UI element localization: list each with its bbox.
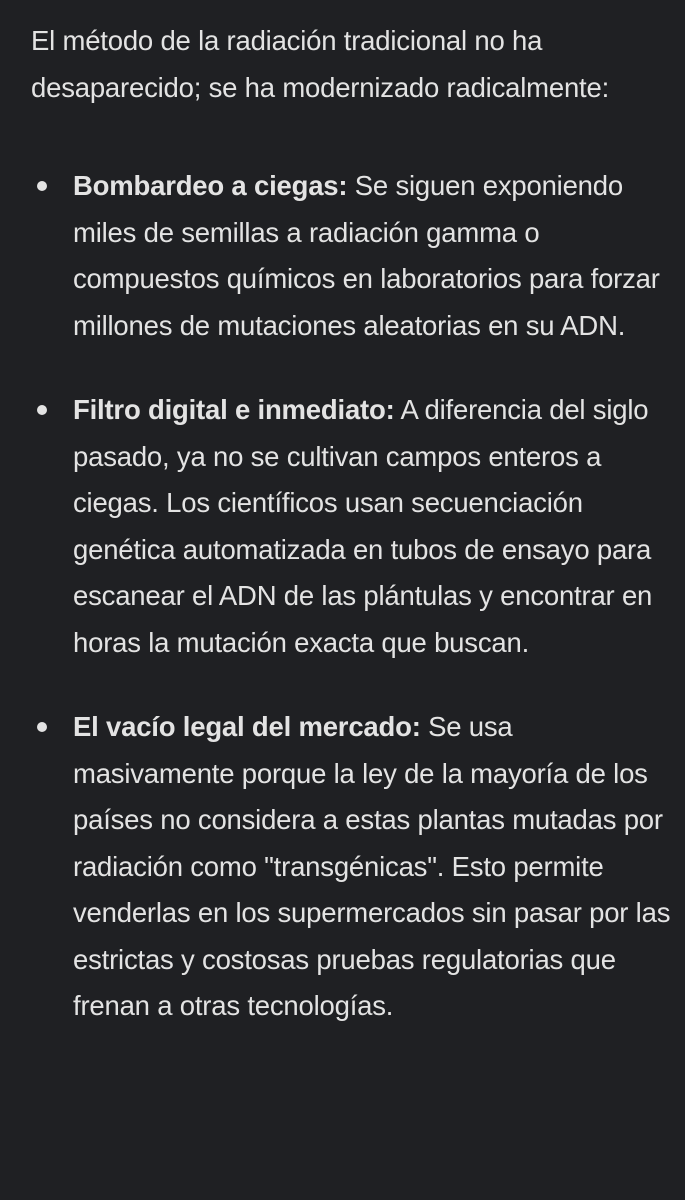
bullet-icon: [37, 722, 47, 732]
item-text: Se siguen exponiendo miles de semillas a radiación gamma o compuestos químicos en laboratorios para forzar millones de mutaciones aleatorias en su ADN.: [73, 170, 660, 341]
list-item: [31, 387, 671, 666]
item-term: Filtro digital e inmediato:: [73, 394, 395, 425]
bullet-list: [31, 163, 671, 1030]
bullet-icon: [37, 405, 47, 415]
list-item: [31, 704, 671, 1030]
item-text: Se usa masivamente porque la ley de la mayoría de los países no considera a estas plantas mutadas por radiación como "transgénicas". Esto permite venderlas en los supermercados sin pasar por las estrictas y costosas pruebas regulatorias que frenan a otras tecnologías.: [73, 711, 671, 1021]
response-text: [31, 18, 671, 1068]
intro-paragraph: El método de la radiación tradicional no ha desaparecido; se ha modernizado radicalmente:: [31, 25, 610, 103]
item-term: Bombardeo a ciegas:: [73, 170, 348, 201]
list-item: [31, 163, 671, 349]
item-term: El vacío legal del mercado:: [73, 711, 421, 742]
item-text: A diferencia del siglo pasado, ya no se cultivan campos enteros a ciegas. Los científicos usan secuenciación genética automatizada en tubos de ensayo para escanear el ADN de las plántulas y encontrar en horas la mutación exacta que buscan.: [73, 394, 653, 658]
bullet-icon: [37, 181, 47, 191]
